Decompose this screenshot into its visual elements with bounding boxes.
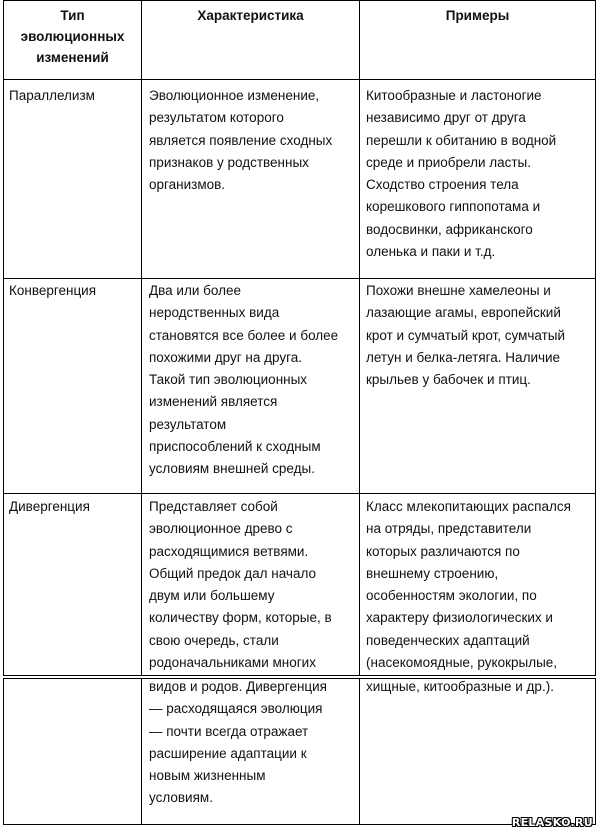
- row-parallelism-examples: Китообразные и ластоногие независимо друг от друга перешли к обитанию в водной среде и приобрели ласты. Сходство строения тела корешкового гиппопотама и водосвинки, африканского оленька и паки и т.д.: [366, 88, 557, 260]
- column-divider: [141, 0, 142, 676]
- continuation-column-divider: [359, 678, 360, 825]
- continuation-characteristic: видов и родов. Дивергенция — расходящаяся эволюция — почти всегда отражает расширение адаптации к новым жизненным условиям.: [149, 679, 327, 806]
- continuation-column-divider: [141, 678, 142, 825]
- row-divider: [3, 493, 596, 494]
- table-border-right: [595, 0, 596, 676]
- row-divergence-type: Дивергенция: [9, 499, 90, 514]
- watermark: RELASKO.RU: [511, 816, 593, 829]
- continuation-border-left: [3, 678, 4, 825]
- row-convergence-type: Конвергенция: [9, 283, 97, 298]
- row-parallelism-type: Параллелизм: [9, 88, 95, 103]
- row-convergence-examples: Похожи внешне хамелеоны и лазающие агамы, европейский крот и сумчатый крот, сумчатый летун и белка-летяга. Наличие крыльев у бабочек и птиц.: [366, 283, 566, 388]
- table-border-top: [3, 0, 596, 1]
- header-type: Тип эволюционных изменений: [20, 8, 125, 65]
- continuation-border-bottom: [3, 824, 596, 825]
- row-convergence-characteristic: Два или более неродственных вида становятся все более и более похожими друг на друга. Такой тип эволюционных изменений является результатом приспособлений к сходным условиям внешней среды.: [149, 283, 339, 477]
- header-divider: [3, 79, 596, 80]
- header-examples: Примеры: [445, 8, 510, 23]
- column-divider: [359, 0, 360, 676]
- row-divider: [3, 278, 596, 279]
- continuation-border-right: [595, 678, 596, 825]
- header-characteristic: Характеристика: [197, 8, 304, 23]
- row-parallelism-characteristic: Эволюционное изменение, результатом которого является появление сходных признаков у родственных организмов.: [149, 88, 333, 193]
- row-divergence-examples: Класс млекопитающих распался на отряды, представители которых различаются по внешнему строению, особенностям экологии, по характеру физиологических и поведенческих адаптаций (насекомоядные, рукокрылые,: [366, 499, 571, 671]
- table-border-left: [3, 0, 4, 676]
- continuation-examples: хищные, китообразные и др.).: [366, 679, 554, 694]
- row-divergence-characteristic: Представляет собой эволюционное древо с расходящимися ветвями. Общий предок дал начало двум или большему количеству форм, которые, в свою очередь, стали родоначальниками многих: [149, 499, 332, 671]
